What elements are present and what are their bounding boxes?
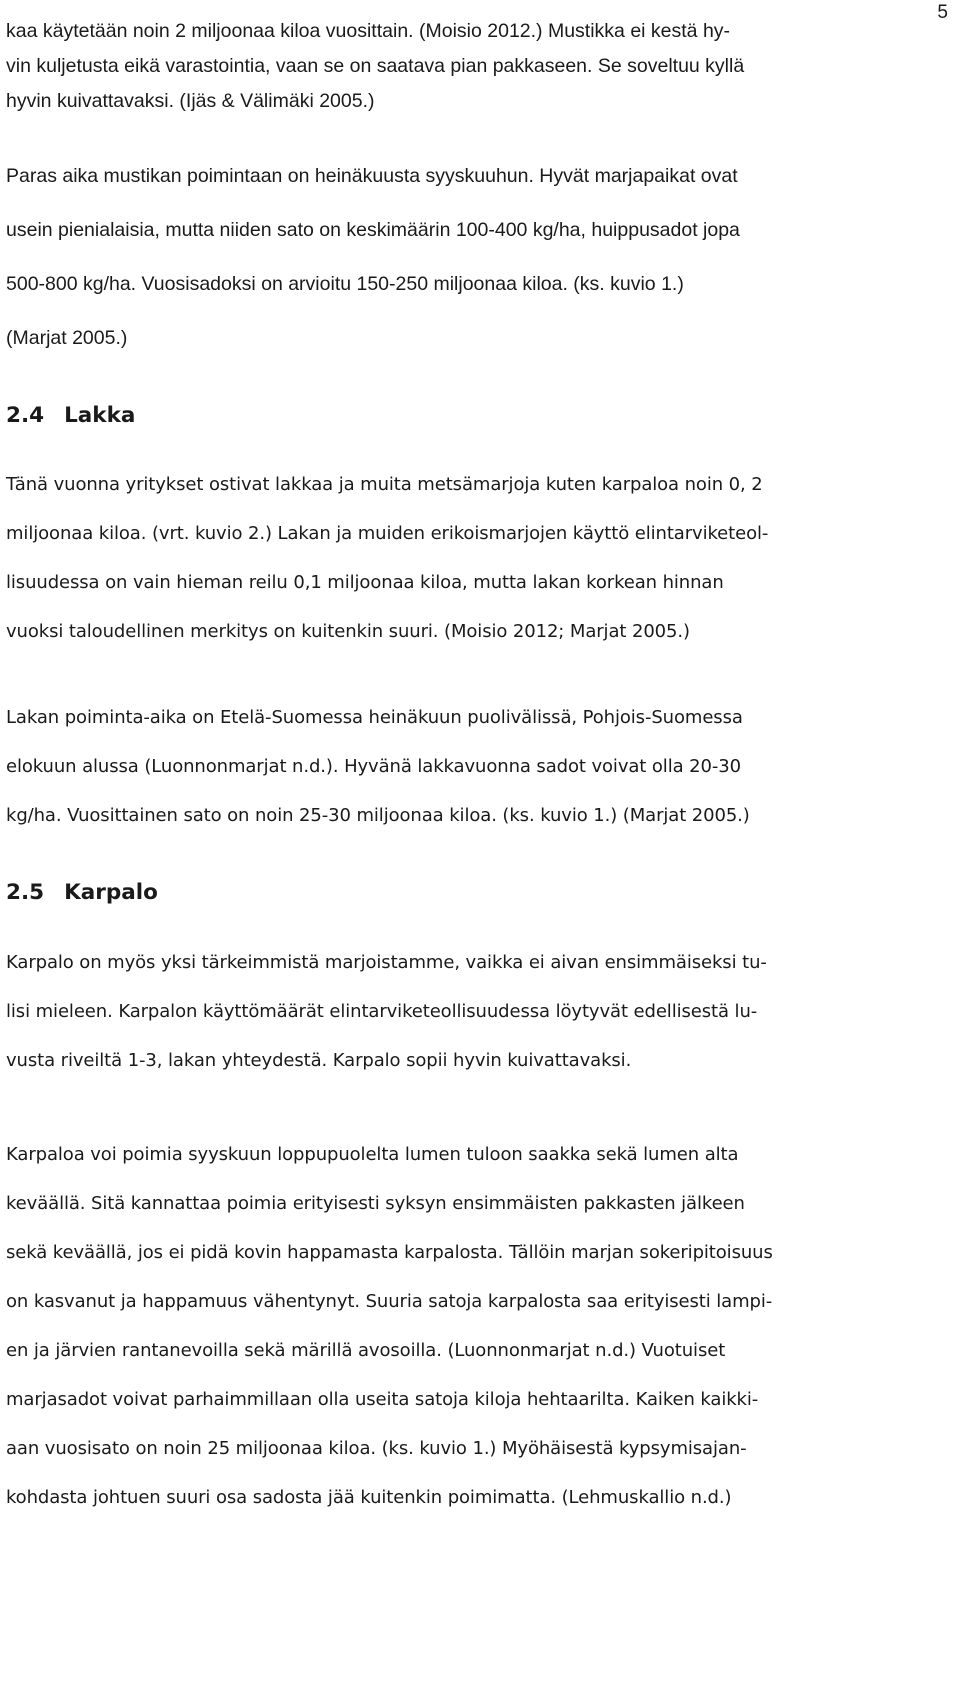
- text-line: kg/ha. Vuosittainen sato on noin 25-30 miljoonaa kiloa. (ks. kuvio 1.) (Marjat 2005.): [6, 805, 750, 826]
- text-line: marjasadot voivat parhaimmillaan olla useita satoja kiloja hehtaarilta. Kaiken kaikki-: [6, 1389, 759, 1410]
- text-line: Tänä vuonna yritykset ostivat lakkaa ja muita metsämarjoja kuten karpaloa noin 0, 2: [6, 474, 763, 495]
- text-line: vin kuljetusta eikä varastointia, vaan se on saatava pian pakkaseen. Se soveltuu kyllä: [6, 55, 745, 77]
- text-line: (Marjat 2005.): [6, 327, 128, 349]
- section-title: Karpalo: [64, 880, 158, 905]
- paragraph-lakka-harvest: [6, 693, 886, 840]
- text-line: sekä keväällä, jos ei pidä kovin happamasta karpalosta. Tällöin marjan sokeripitoisuus: [6, 1242, 773, 1263]
- text-line: Paras aika mustikan poimintaan on heinäkuusta syyskuuhun. Hyvät marjapaikat ovat: [6, 165, 738, 187]
- text-line: kaa käytetään noin 2 miljoonaa kiloa vuosittain. (Moisio 2012.) Mustikka ei kestä hy-: [6, 20, 731, 42]
- section-heading-lakka: [6, 395, 886, 437]
- page-number: 5: [937, 2, 948, 23]
- text-line: elokuun alussa (Luonnonmarjat n.d.). Hyvänä lakkavuonna sadot voivat olla 20-30: [6, 756, 741, 777]
- paragraph-karpalo-usage: [6, 938, 886, 1085]
- text-line: Karpalo on myös yksi tärkeimmistä marjoistamme, vaikka ei aivan ensimmäiseksi tu-: [6, 952, 767, 973]
- text-line: vuoksi taloudellinen merkitys on kuitenkin suuri. (Moisio 2012; Marjat 2005.): [6, 621, 690, 642]
- paragraph-lakka-purchases: [6, 460, 886, 656]
- document-body: [6, 0, 886, 1522]
- paragraph-karpalo-harvest: [6, 1130, 886, 1522]
- text-line: 500-800 kg/ha. Vuosisadoksi on arvioitu 150-250 miljoonaa kiloa. (ks. kuvio 1.): [6, 273, 684, 295]
- section-title: Lakka: [64, 403, 136, 428]
- text-line: miljoonaa kiloa. (vrt. kuvio 2.) Lakan ja muiden erikoismarjojen käyttö elintarviketeol-: [6, 523, 769, 544]
- text-line: hyvin kuivattavaksi. (Ijäs & Välimäki 2005.): [6, 90, 375, 112]
- text-line: kohdasta johtuen suuri osa sadosta jää kuitenkin poimimatta. (Lehmuskallio n.d.): [6, 1487, 732, 1508]
- text-line: Karpaloa voi poimia syyskuun loppupuolelta lumen tuloon saakka sekä lumen alta: [6, 1144, 739, 1165]
- section-number: 2.4: [6, 403, 45, 428]
- text-line: lisi mieleen. Karpalon käyttömäärät elintarviketeollisuudessa löytyvät edellisestä lu-: [6, 1001, 758, 1022]
- text-line: on kasvanut ja happamuus vähentynyt. Suuria satoja karpalosta saa erityisesti lampi-: [6, 1291, 773, 1312]
- text-line: usein pienialaisia, mutta niiden sato on keskimäärin 100-400 kg/ha, huippusadot jopa: [6, 219, 740, 241]
- text-line: en ja järvien rantanevoilla sekä märillä avosoilla. (Luonnonmarjat n.d.) Vuotuiset: [6, 1340, 726, 1361]
- section-number: 2.5: [6, 880, 45, 905]
- paragraph-mustikka-storage: [6, 0, 886, 119]
- section-heading-karpalo: [6, 872, 886, 914]
- paragraph-mustikka-harvest: [6, 149, 886, 365]
- text-line: lisuudessa on vain hieman reilu 0,1 miljoonaa kiloa, mutta lakan korkean hinnan: [6, 572, 724, 593]
- text-line: vusta riveiltä 1-3, lakan yhteydestä. Karpalo sopii hyvin kuivattavaksi.: [6, 1050, 632, 1071]
- text-line: keväällä. Sitä kannattaa poimia erityisesti syksyn ensimmäisten pakkasten jälkeen: [6, 1193, 745, 1214]
- text-line: aan vuosisato on noin 25 miljoonaa kiloa. (ks. kuvio 1.) Myöhäisestä kypsymisajan-: [6, 1438, 747, 1459]
- text-line: Lakan poiminta-aika on Etelä-Suomessa heinäkuun puolivälissä, Pohjois-Suomessa: [6, 707, 743, 728]
